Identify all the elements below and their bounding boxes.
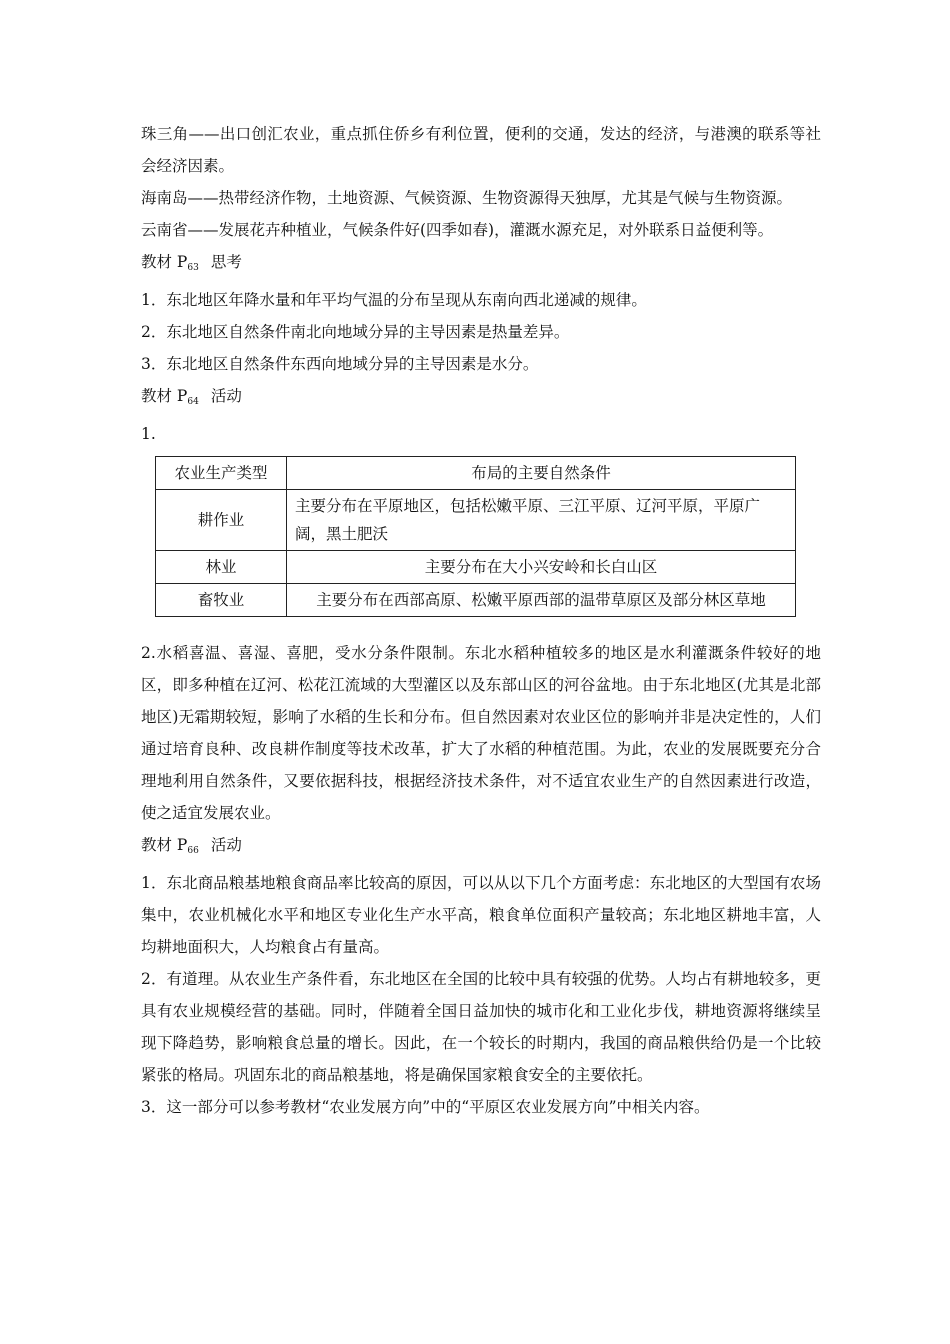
heading-page-number: 64 — [187, 397, 199, 407]
heading-title: 活动 — [210, 387, 242, 405]
region-hainan: 海南岛——热带经济作物，土地资源、气候资源、生物资源得天独厚，尤其是气候与生物资源。 — [141, 189, 793, 207]
heading-page-number: 63 — [187, 263, 199, 273]
heading-prefix: 教材 P — [141, 836, 188, 854]
region-zhusanjiao: 珠三角——出口创汇农业，重点抓住侨乡有利位置，便利的交通，发达的经济，与港澳的联系等社会经济因素。 — [141, 125, 821, 175]
table-row — [156, 551, 796, 584]
p64-item-2: 2.水稻喜温、喜湿、喜肥，受水分条件限制。东北水稻种植较多的地区是水利灌溉条件较好的地区，即多种植在辽河、松花江流域的大型灌区以及东部山区的河谷盆地。由于东北地区(尤其是北部地区)无霜期较短，影响了水稻的生长和分布。但自然因素对农业区位的影响并非是决定性的，人们通过培育良种、改良耕作制度等技术改革，扩大了水稻的种植范围。为此，农业的发展既要充分合理地利用自然条件，又要依据科技，根据经济技术条件，对不适宜农业生产的自然因素进行改造，使之适宜发展农业。 — [141, 644, 821, 822]
table-row — [156, 584, 796, 617]
p64-item-1-label: 1. — [141, 425, 156, 443]
table-row — [156, 490, 796, 551]
p63-item-3: 3．东北地区自然条件东西向地域分异的主导因素是水分。 — [141, 355, 539, 373]
heading-page-number: 66 — [187, 846, 199, 856]
document-page — [141, 118, 821, 1123]
agriculture-table — [155, 456, 796, 617]
table-header-row — [156, 457, 796, 490]
table-cell-condition: 主要分布在大小兴安岭和长白山区 — [287, 551, 796, 584]
heading-title: 思考 — [210, 253, 242, 271]
p63-item-2: 2．东北地区自然条件南北向地域分异的主导因素是热量差异。 — [141, 323, 570, 341]
region-yunnan: 云南省——发展花卉种植业，气候条件好(四季如春)，灌溉水源充足，对外联系日益便利等。 — [141, 221, 774, 239]
heading-prefix: 教材 P — [141, 387, 188, 405]
p66-item-3: 3．这一部分可以参考教材“农业发展方向”中的“平原区农业发展方向”中相关内容。 — [141, 1098, 710, 1116]
table-cell-type: 林业 — [156, 551, 287, 584]
table-cell-condition: 主要分布在西部高原、松嫩平原西部的温带草原区及部分林区草地 — [287, 584, 796, 617]
table-cell-type: 耕作业 — [156, 490, 287, 551]
table-header-condition: 布局的主要自然条件 — [287, 457, 796, 490]
table-header-type: 农业生产类型 — [156, 457, 287, 490]
section-heading-p64 — [141, 380, 821, 418]
table-cell-type: 畜牧业 — [156, 584, 287, 617]
table-cell-condition: 主要分布在平原地区，包括松嫩平原、三江平原、辽河平原，平原广阔，黑土肥沃 — [287, 490, 796, 551]
heading-title: 活动 — [210, 836, 242, 854]
p66-item-2: 2．有道理。从农业生产条件看，东北地区在全国的比较中具有较强的优势。人均占有耕地较多，更具有农业规模经营的基础。同时，伴随着全国日益加快的城市化和工业化步伐，耕地资源将继续呈现下降趋势，影响粮食总量的增长。因此，在一个较长的时期内，我国的商品粮供给仍是一个比较紧张的格局。巩固东北的商品粮基地，将是确保国家粮食安全的主要依托。 — [141, 970, 821, 1084]
p66-item-1: 1．东北商品粮基地粮食商品率比较高的原因，可以从以下几个方面考虑：东北地区的大型国有农场集中，农业机械化水平和地区专业化生产水平高，粮食单位面积产量较高；东北地区耕地丰富，人均耕地面积大，人均粮食占有量高。 — [141, 874, 821, 956]
heading-prefix: 教材 P — [141, 253, 188, 271]
section-heading-p63 — [141, 246, 821, 284]
p63-item-1: 1．东北地区年降水量和年平均气温的分布呈现从东南向西北递减的规律。 — [141, 291, 647, 309]
section-heading-p66 — [141, 829, 821, 867]
